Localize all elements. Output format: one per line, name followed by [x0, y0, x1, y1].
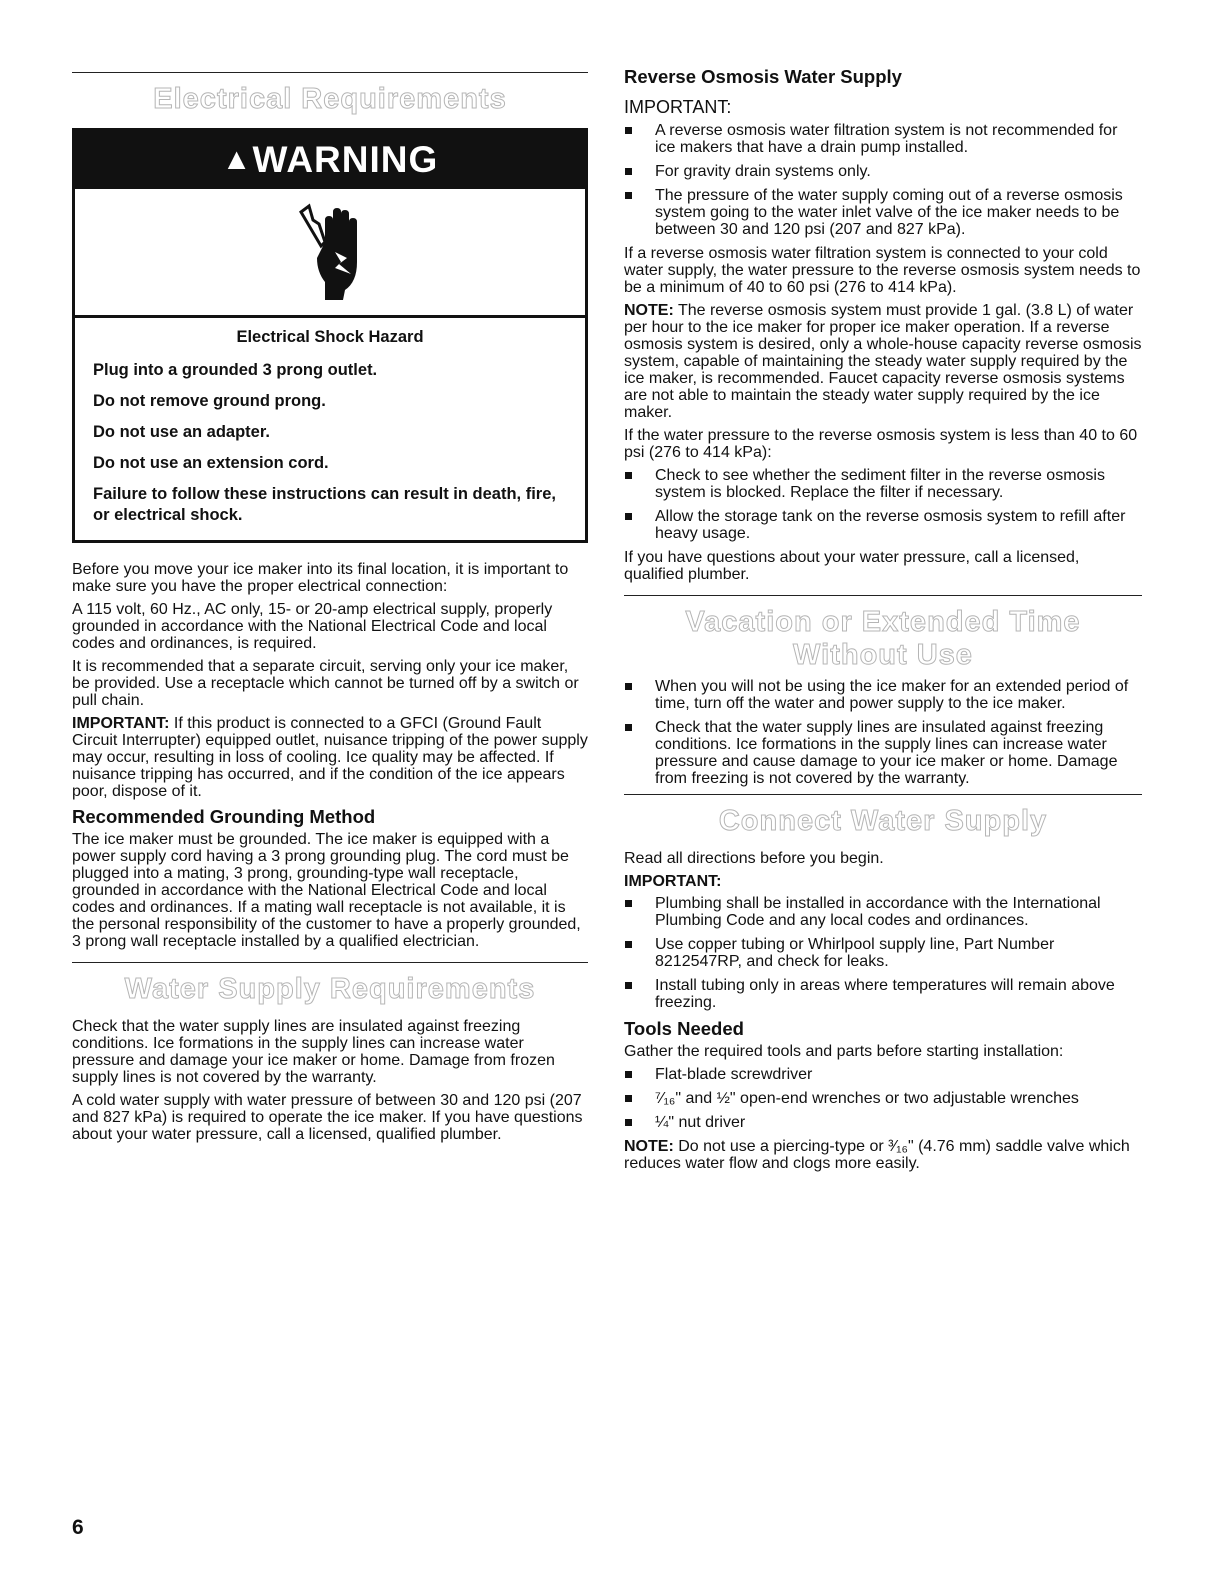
- note-label: NOTE:: [624, 302, 674, 319]
- section-rule: [624, 794, 1142, 795]
- vacation-title: [624, 606, 1142, 672]
- warning-line: Do not remove ground prong.: [93, 392, 326, 410]
- connect-bullet-list: [624, 895, 1142, 1011]
- tools-heading: Tools Needed: [624, 1018, 744, 1039]
- note-text: Do not use a piercing-type or ³⁄₁₆" (4.76 mm) saddle valve which reduces water flow and clogs more easily.: [624, 1138, 1130, 1172]
- left-column: [72, 62, 588, 1149]
- list-item: When you will not be using the ice maker for an extended period of time, turn off the water and power supply to the ice maker.: [624, 678, 1142, 712]
- list-item: Install tubing only in areas where temperatures will remain above freezing.: [624, 977, 1142, 1011]
- connect-intro: Read all directions before you begin.: [624, 850, 884, 867]
- warning-line: Plug into a grounded 3 prong outlet.: [93, 361, 378, 379]
- vacation-title-line1: Vacation or Extended Time: [685, 606, 1081, 638]
- water-supply-requirements-title: Water Supply Requirements: [124, 973, 536, 1005]
- paragraph: A cold water supply with water pressure of between 30 and 120 psi (207 and 827 kPa) is required to operate the ice maker. If you have questions about your water pressure, call a licensed, qualified plumber.: [72, 1092, 583, 1143]
- vacation-bullet-list: [624, 678, 1142, 787]
- note-label: NOTE:: [624, 1138, 674, 1155]
- shock-hazard-icon: [75, 189, 585, 318]
- grounding-paragraph: The ice maker must be grounded. The ice maker is equipped with a power supply cord having a 3 prong grounding plug. The cord must be plugged into a mating, 3 prong, grounding-type wall receptacle, grounded in accordance with the National Electrical Code and local codes and ordinances. If a mating wall receptacle is not available, it is the personal responsibility of the customer to have a properly grounded, 3 prong wall receptacle installed by a qualified electrician.: [72, 831, 581, 950]
- note-paragraph: [624, 1138, 1142, 1172]
- list-item: Flat-blade screwdriver: [624, 1066, 1142, 1083]
- list-item: For gravity drain systems only.: [624, 163, 1142, 180]
- page-number: 6: [72, 1516, 84, 1539]
- important-text: If this product is connected to a GFCI (Ground Fault Circuit Interrupter) equipped outlet, nuisance tripping of the power supply may occur, resulting in loss of cooling. Ice quality may be affected. If nuisance tripping has occurred, and if the condition of the ice appears poor, dispose of it.: [72, 715, 588, 800]
- paragraph: If the water pressure to the reverse osmosis system is less than 40 to 60 psi (276 to 414 kPa):: [624, 427, 1138, 461]
- section-rule: [624, 595, 1142, 596]
- connect-water-supply-title: Connect Water Supply: [718, 805, 1048, 837]
- warning-header: [75, 131, 585, 189]
- paragraph: A 115 volt, 60 Hz., AC only, 15- or 20-amp electrical supply, properly grounded in accordance with the National Electrical Code and local codes and ordinances, is required.: [72, 601, 553, 652]
- list-item: Allow the storage tank on the reverse osmosis system to refill after heavy usage.: [624, 508, 1142, 542]
- right-column: [624, 66, 1142, 1178]
- list-item: Plumbing shall be installed in accordance with the International Plumbing Code and any local codes and ordinances.: [624, 895, 1142, 929]
- reverse-osmosis-heading: Reverse Osmosis Water Supply: [624, 66, 902, 87]
- hazard-title: Electrical Shock Hazard: [236, 328, 424, 346]
- warning-line: Failure to follow these instructions can result in death, fire, or electrical shock.: [93, 485, 556, 524]
- note-text: The reverse osmosis system must provide 1 gal. (3.8 L) of water per hour to the ice maker for proper ice maker operation. If a reverse osmosis system is desired, only a whole-house capacity reverse osmosis system, capable of maintaining the steady water supply required by the ice maker, is recommended. Faucet capacity reverse osmosis systems are not able to maintain the steady water supply required by the ice maker.: [624, 302, 1142, 421]
- ro-check-list: [624, 467, 1142, 542]
- important-label: IMPORTANT:: [624, 873, 722, 890]
- section-rule: [72, 72, 588, 73]
- tools-list: [624, 1066, 1142, 1131]
- grounding-heading: Recommended Grounding Method: [72, 806, 376, 827]
- important-label: IMPORTANT:: [72, 715, 170, 732]
- warning-line: Do not use an adapter.: [93, 423, 270, 441]
- electrical-requirements-title: Electrical Requirements: [153, 83, 507, 115]
- warning-box: [72, 128, 588, 543]
- list-item: ¼" nut driver: [624, 1114, 1142, 1131]
- ro-bullet-list: [624, 122, 1142, 238]
- list-item: Use copper tubing or Whirlpool supply line, Part Number 8212547RP, and check for leaks.: [624, 936, 1142, 970]
- paragraph: Check that the water supply lines are insulated against freezing conditions. Ice formations in the supply lines can increase water pressure and damage your ice maker or home. Damage from frozen supply lines is not covered by the warranty.: [72, 1018, 555, 1086]
- paragraph: Before you move your ice maker into its final location, it is important to make sure you have the proper electrical connection:: [72, 561, 569, 595]
- paragraph: It is recommended that a separate circuit, serving only your ice maker, be provided. Use a receptacle which cannot be turned off by a switch or pull chain.: [72, 658, 579, 709]
- list-item: Check that the water supply lines are insulated against freezing conditions. Ice formations in the supply lines can increase water pressure and cause damage to your ice maker or home. Damage from freezing is not covered by the warranty.: [624, 719, 1142, 787]
- section-rule: [72, 962, 588, 963]
- vacation-title-line2: Without Use: [793, 639, 973, 671]
- warning-triangle-icon: ▲: [221, 143, 253, 176]
- warning-line: Do not use an extension cord.: [93, 454, 329, 472]
- list-item: ⁷⁄₁₆" and ½" open-end wrenches or two adjustable wrenches: [624, 1090, 1142, 1107]
- warning-body: [75, 318, 585, 540]
- important-heading: IMPORTANT:: [624, 97, 732, 117]
- paragraph: If you have questions about your water pressure, call a licensed, qualified plumber.: [624, 549, 1080, 583]
- warning-heading: WARNING: [252, 139, 439, 180]
- note-paragraph: [624, 302, 1142, 421]
- list-item: The pressure of the water supply coming out of a reverse osmosis system going to the water inlet valve of the ice maker needs to be between 30 and 120 psi (207 and 827 kPa).: [624, 187, 1142, 238]
- tools-intro: Gather the required tools and parts before starting installation:: [624, 1043, 1064, 1060]
- paragraph: If a reverse osmosis water filtration system is connected to your cold water supply, the water pressure to the reverse osmosis system needs to be a minimum of 40 to 60 psi (276 to 414 kPa).: [624, 245, 1141, 296]
- important-paragraph: [72, 715, 588, 800]
- list-item: Check to see whether the sediment filter in the reverse osmosis system is blocked. Replace the filter if necessary.: [624, 467, 1142, 501]
- list-item: A reverse osmosis water filtration system is not recommended for ice makers that have a drain pump installed.: [624, 122, 1142, 156]
